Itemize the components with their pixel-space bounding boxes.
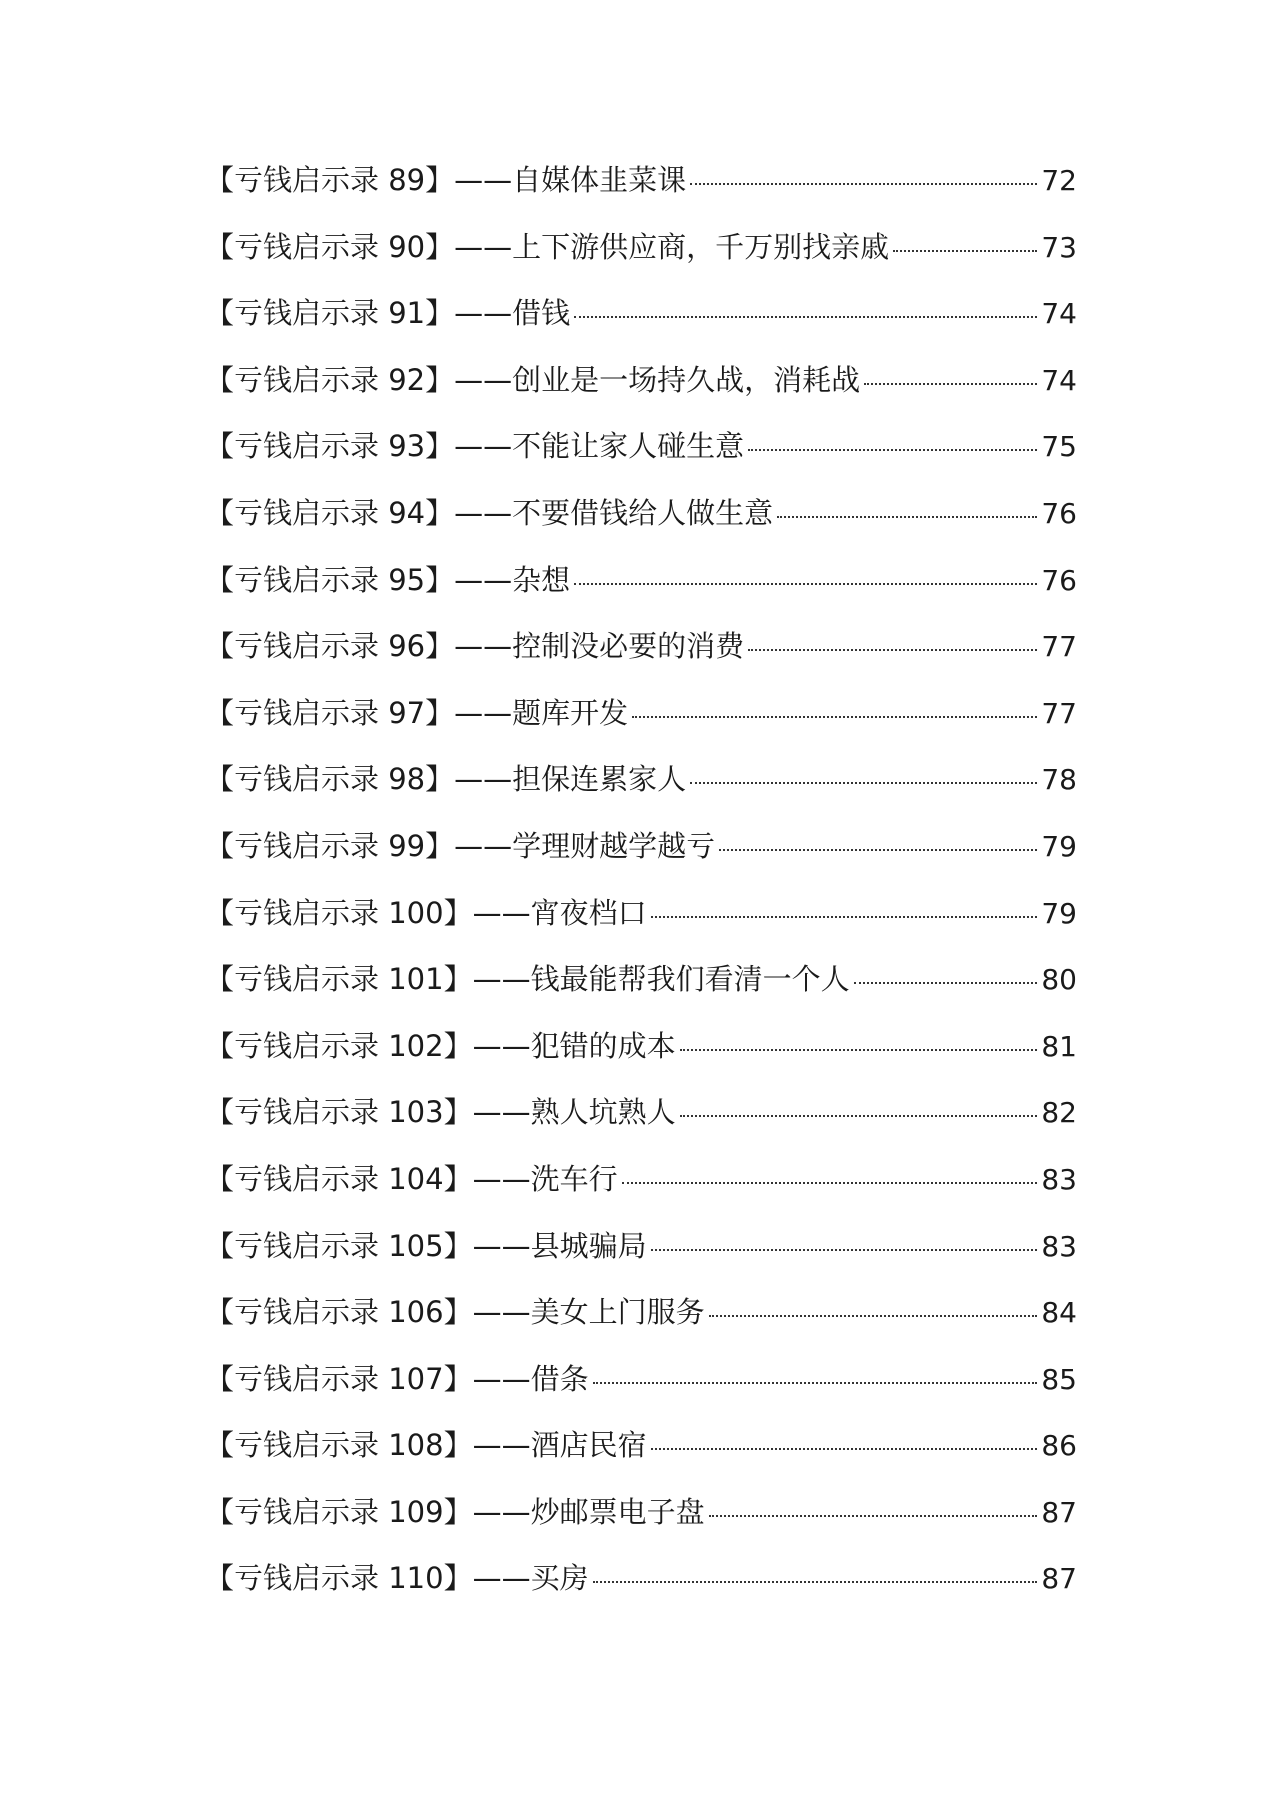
toc-entry-title: 【亏钱启示录 93】——不能让家人碰生意 (205, 429, 745, 464)
dot-leader (690, 782, 1037, 784)
toc-entry-page-number: 73 (1041, 230, 1077, 264)
toc-entry-page-number: 84 (1041, 1296, 1077, 1330)
toc-entry-page-number: 72 (1041, 164, 1077, 197)
toc-entry[interactable] (205, 1558, 1077, 1625)
dot-leader (680, 1115, 1038, 1117)
toc-entry[interactable] (205, 160, 1077, 227)
dot-leader (864, 383, 1037, 385)
toc-entry[interactable] (205, 626, 1077, 693)
toc-entry-title: 【亏钱启示录 104】——洗车行 (205, 1161, 618, 1196)
toc-entry[interactable] (205, 893, 1077, 960)
toc-entry-page-number: 87 (1041, 1562, 1077, 1596)
dot-leader (651, 1448, 1038, 1450)
toc-entry-title: 【亏钱启示录 103】——熟人坑熟人 (205, 1095, 676, 1130)
toc-entry-page-number: 85 (1041, 1362, 1077, 1396)
toc-entry[interactable] (205, 693, 1077, 760)
dot-leader (690, 183, 1037, 185)
toc-entry[interactable] (205, 560, 1077, 627)
toc-entry-title: 【亏钱启示录 109】——炒邮票电子盘 (205, 1494, 705, 1529)
toc-entry-page-number: 86 (1041, 1429, 1077, 1463)
toc-entry-title: 【亏钱启示录 99】——学理财越学越亏 (205, 828, 716, 863)
toc-entry-page-number: 81 (1041, 1029, 1077, 1063)
toc-entry-page-number: 79 (1041, 829, 1077, 863)
toc-entry-title: 【亏钱启示录 89】——自媒体韭菜课 (205, 163, 687, 197)
toc-entry-page-number: 75 (1041, 430, 1077, 464)
toc-entry-title: 【亏钱启示录 105】——县城骗局 (205, 1228, 647, 1263)
dot-leader (574, 316, 1037, 318)
toc-entry[interactable] (205, 1159, 1077, 1226)
dot-leader (854, 982, 1038, 984)
toc-entry-page-number: 76 (1041, 496, 1077, 530)
toc-entry[interactable] (205, 426, 1077, 493)
toc-entry[interactable] (205, 1359, 1077, 1426)
dot-leader (651, 1249, 1038, 1251)
toc-entry-title: 【亏钱启示录 92】——创业是一场持久战，消耗战 (205, 362, 861, 397)
toc-entry-page-number: 74 (1041, 297, 1077, 331)
toc-entry-title: 【亏钱启示录 90】——上下游供应商，千万别找亲戚 (205, 229, 890, 264)
toc-entry-title: 【亏钱启示录 101】——钱最能帮我们看清一个人 (205, 962, 850, 997)
toc-entry[interactable] (205, 1226, 1077, 1293)
dot-leader (622, 1182, 1038, 1184)
toc-entry-page-number: 79 (1041, 896, 1077, 930)
toc-entry-title: 【亏钱启示录 97】——题库开发 (205, 695, 629, 730)
toc-entry[interactable] (205, 959, 1077, 1026)
toc-entry-title: 【亏钱启示录 108】——酒店民宿 (205, 1428, 647, 1463)
dot-leader (680, 1049, 1038, 1051)
dot-leader (719, 849, 1037, 851)
toc-entry[interactable] (205, 1425, 1077, 1492)
table-of-contents (205, 160, 1077, 1625)
toc-entry[interactable] (205, 1292, 1077, 1359)
dot-leader (748, 449, 1037, 451)
toc-entry-title: 【亏钱启示录 110】——买房 (205, 1561, 589, 1596)
toc-entry-page-number: 83 (1041, 1229, 1077, 1263)
toc-entry[interactable] (205, 293, 1077, 360)
toc-entry-title: 【亏钱启示录 95】——杂想 (205, 562, 571, 597)
toc-entry[interactable] (205, 360, 1077, 427)
dot-leader (777, 516, 1037, 518)
toc-entry[interactable] (205, 1026, 1077, 1093)
toc-entry-page-number: 77 (1041, 696, 1077, 730)
toc-entry-title: 【亏钱启示录 106】——美女上门服务 (205, 1295, 705, 1330)
toc-entry-page-number: 76 (1041, 563, 1077, 597)
toc-entry[interactable] (205, 1092, 1077, 1159)
toc-entry-page-number: 82 (1041, 1096, 1077, 1130)
toc-entry[interactable] (205, 227, 1077, 294)
toc-entry[interactable] (205, 759, 1077, 826)
toc-entry-title: 【亏钱启示录 96】——控制没必要的消费 (205, 629, 745, 664)
dot-leader (593, 1581, 1038, 1583)
toc-entry-page-number: 78 (1041, 763, 1077, 797)
dot-leader (632, 716, 1037, 718)
toc-entry-page-number: 80 (1041, 963, 1077, 997)
dot-leader (651, 916, 1038, 918)
toc-entry[interactable] (205, 493, 1077, 560)
toc-entry-title: 【亏钱启示录 107】——借条 (205, 1361, 589, 1396)
toc-entry-title: 【亏钱启示录 100】——宵夜档口 (205, 895, 647, 930)
toc-entry-page-number: 77 (1041, 630, 1077, 664)
toc-entry-page-number: 83 (1041, 1162, 1077, 1196)
toc-entry-title: 【亏钱启示录 98】——担保连累家人 (205, 762, 687, 797)
toc-entry-page-number: 74 (1041, 363, 1077, 397)
toc-entry-page-number: 87 (1041, 1495, 1077, 1529)
toc-entry-title: 【亏钱启示录 94】——不要借钱给人做生意 (205, 495, 774, 530)
dot-leader (748, 649, 1037, 651)
dot-leader (893, 250, 1037, 252)
dot-leader (709, 1315, 1038, 1317)
dot-leader (593, 1382, 1038, 1384)
toc-entry-title: 【亏钱启示录 91】——借钱 (205, 296, 571, 331)
dot-leader (574, 583, 1037, 585)
toc-entry-title: 【亏钱启示录 102】——犯错的成本 (205, 1028, 676, 1063)
toc-entry[interactable] (205, 826, 1077, 893)
toc-entry[interactable] (205, 1492, 1077, 1559)
dot-leader (709, 1515, 1038, 1517)
